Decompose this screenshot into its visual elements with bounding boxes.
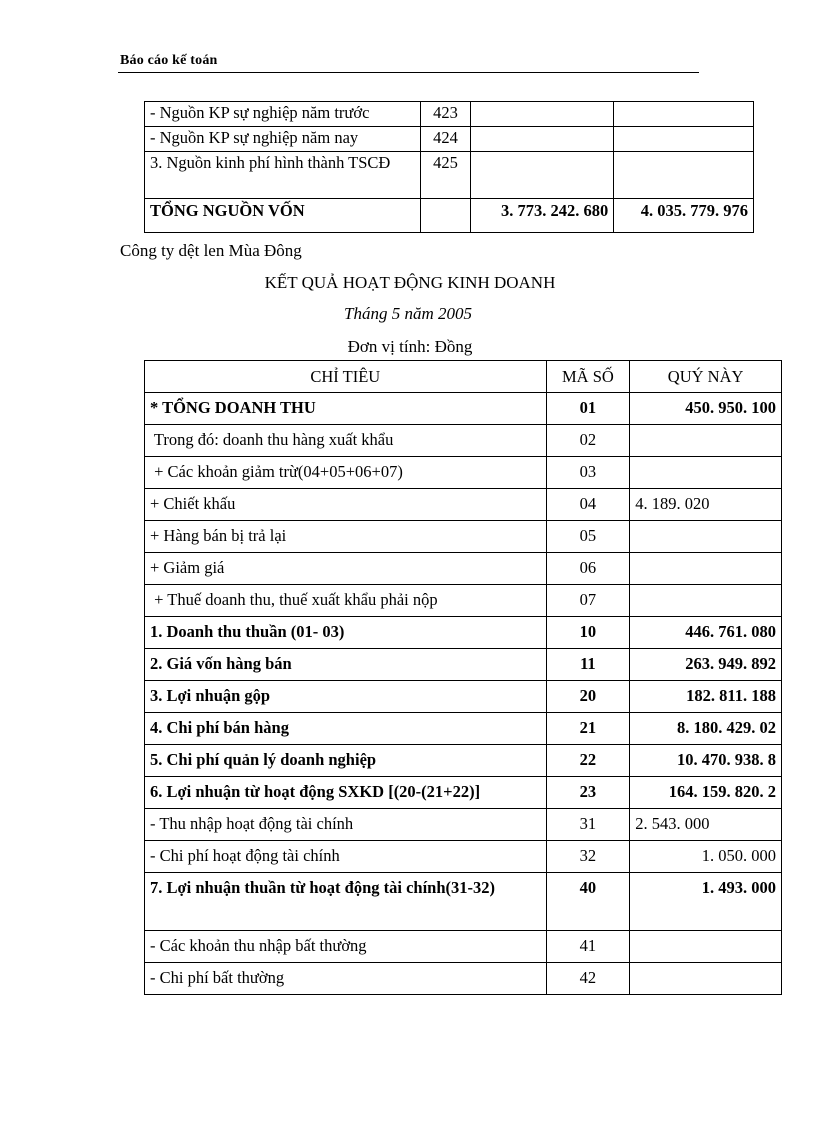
table-row	[145, 681, 782, 713]
row-value-end	[614, 152, 754, 199]
row-value	[630, 521, 782, 553]
row-label: 6. Lợi nhuận từ hoạt động SXKD [(20-(21+22)]	[145, 777, 547, 809]
row-label: - Các khoản thu nhập bất thường	[145, 931, 547, 963]
row-value	[630, 963, 782, 995]
row-label: 4. Chi phí bán hàng	[145, 713, 547, 745]
row-code: 11	[546, 649, 630, 681]
row-value: 8. 180. 429. 02	[630, 713, 782, 745]
row-label: 7. Lợi nhuận thuần từ hoạt động tài chính(31-32)	[145, 873, 547, 931]
row-label: 2. Giá vốn hàng bán	[145, 649, 547, 681]
row-value: 446. 761. 080	[630, 617, 782, 649]
table-row-total	[145, 199, 754, 233]
table-row	[145, 585, 782, 617]
row-code: 21	[546, 713, 630, 745]
row-label: - Thu nhập hoạt động tài chính	[145, 809, 547, 841]
row-value	[630, 931, 782, 963]
row-code: 06	[546, 553, 630, 585]
row-label: + Các khoản giảm trừ(04+05+06+07)	[145, 457, 547, 489]
row-value: 263. 949. 892	[630, 649, 782, 681]
row-code: 05	[546, 521, 630, 553]
row-code: 41	[546, 931, 630, 963]
column-header-code: MÃ SỐ	[546, 361, 630, 393]
row-value-end	[614, 102, 754, 127]
row-value	[630, 425, 782, 457]
row-label: TỔNG NGUỒN VỐN	[145, 199, 421, 233]
row-label: + Hàng bán bị trả lại	[145, 521, 547, 553]
row-value: 450. 950. 100	[630, 393, 782, 425]
income-statement-table	[144, 360, 782, 995]
row-label: 5. Chi phí quản lý doanh nghiệp	[145, 745, 547, 777]
column-header-value: QUÝ NÀY	[630, 361, 782, 393]
row-label: - Nguồn KP sự nghiệp năm trước	[145, 102, 421, 127]
table-row	[145, 809, 782, 841]
table-row	[145, 649, 782, 681]
row-code: 423	[421, 102, 470, 127]
row-code: 02	[546, 425, 630, 457]
row-label: - Nguồn KP sự nghiệp năm nay	[145, 127, 421, 152]
row-value: 4. 189. 020	[630, 489, 782, 521]
table-row	[145, 873, 782, 931]
row-code: 10	[546, 617, 630, 649]
table-row	[145, 127, 754, 152]
row-code: 22	[546, 745, 630, 777]
report-title: KẾT QUẢ HOẠT ĐỘNG KINH DOANH	[264, 273, 556, 292]
row-value: 1. 050. 000	[630, 841, 782, 873]
row-code: 07	[546, 585, 630, 617]
row-label: + Giảm giá	[145, 553, 547, 585]
table-row	[145, 425, 782, 457]
row-value: 164. 159. 820. 2	[630, 777, 782, 809]
table-row	[145, 841, 782, 873]
row-code: 23	[546, 777, 630, 809]
row-value-start	[470, 152, 614, 199]
table-row	[145, 617, 782, 649]
table-row	[145, 521, 782, 553]
balance-sheet-table	[144, 101, 754, 233]
row-code: 425	[421, 152, 470, 199]
row-code: 424	[421, 127, 470, 152]
table-row	[145, 963, 782, 995]
row-label: Trong đó: doanh thu hàng xuất khẩu	[145, 425, 547, 457]
row-label: 3. Lợi nhuận gộp	[145, 681, 547, 713]
table-header-row	[145, 361, 782, 393]
report-unit: Đơn vị tính: Đồng	[347, 337, 473, 356]
row-code: 31	[546, 809, 630, 841]
table-row	[145, 745, 782, 777]
table-row	[145, 931, 782, 963]
row-label: 1. Doanh thu thuần (01- 03)	[145, 617, 547, 649]
table-row	[145, 152, 754, 199]
table-row	[145, 713, 782, 745]
row-label: - Chi phí bất thường	[145, 963, 547, 995]
row-value: 1. 493. 000	[630, 873, 782, 931]
table-row	[145, 489, 782, 521]
row-code	[421, 199, 470, 233]
row-code: 42	[546, 963, 630, 995]
row-code: 03	[546, 457, 630, 489]
table-row	[145, 102, 754, 127]
header-rule	[118, 72, 699, 73]
page-header-title: Báo cáo kế toán	[120, 53, 218, 68]
report-period: Tháng 5 năm 2005	[344, 304, 472, 323]
row-value	[630, 553, 782, 585]
row-value	[630, 585, 782, 617]
row-code: 20	[546, 681, 630, 713]
row-value-start: 3. 773. 242. 680	[470, 199, 614, 233]
row-label: - Chi phí hoạt động tài chính	[145, 841, 547, 873]
column-header-indicator: CHỈ TIÊU	[145, 361, 547, 393]
company-name: Công ty dệt len Mùa Đông	[120, 241, 302, 260]
row-code: 01	[546, 393, 630, 425]
row-value-start	[470, 127, 614, 152]
row-label: + Thuế doanh thu, thuế xuất khẩu phải nộp	[145, 585, 547, 617]
row-value-end	[614, 127, 754, 152]
row-label: + Chiết khấu	[145, 489, 547, 521]
table-row	[145, 457, 782, 489]
table-row	[145, 553, 782, 585]
row-code: 04	[546, 489, 630, 521]
row-label: * TỔNG DOANH THU	[145, 393, 547, 425]
row-value: 10. 470. 938. 8	[630, 745, 782, 777]
row-value-start	[470, 102, 614, 127]
row-value-end: 4. 035. 779. 976	[614, 199, 754, 233]
table-row	[145, 393, 782, 425]
table-row	[145, 777, 782, 809]
row-code: 40	[546, 873, 630, 931]
row-code: 32	[546, 841, 630, 873]
row-value: 182. 811. 188	[630, 681, 782, 713]
row-value: 2. 543. 000	[630, 809, 782, 841]
row-label: 3. Nguồn kinh phí hình thành TSCĐ	[145, 152, 421, 199]
row-value	[630, 457, 782, 489]
